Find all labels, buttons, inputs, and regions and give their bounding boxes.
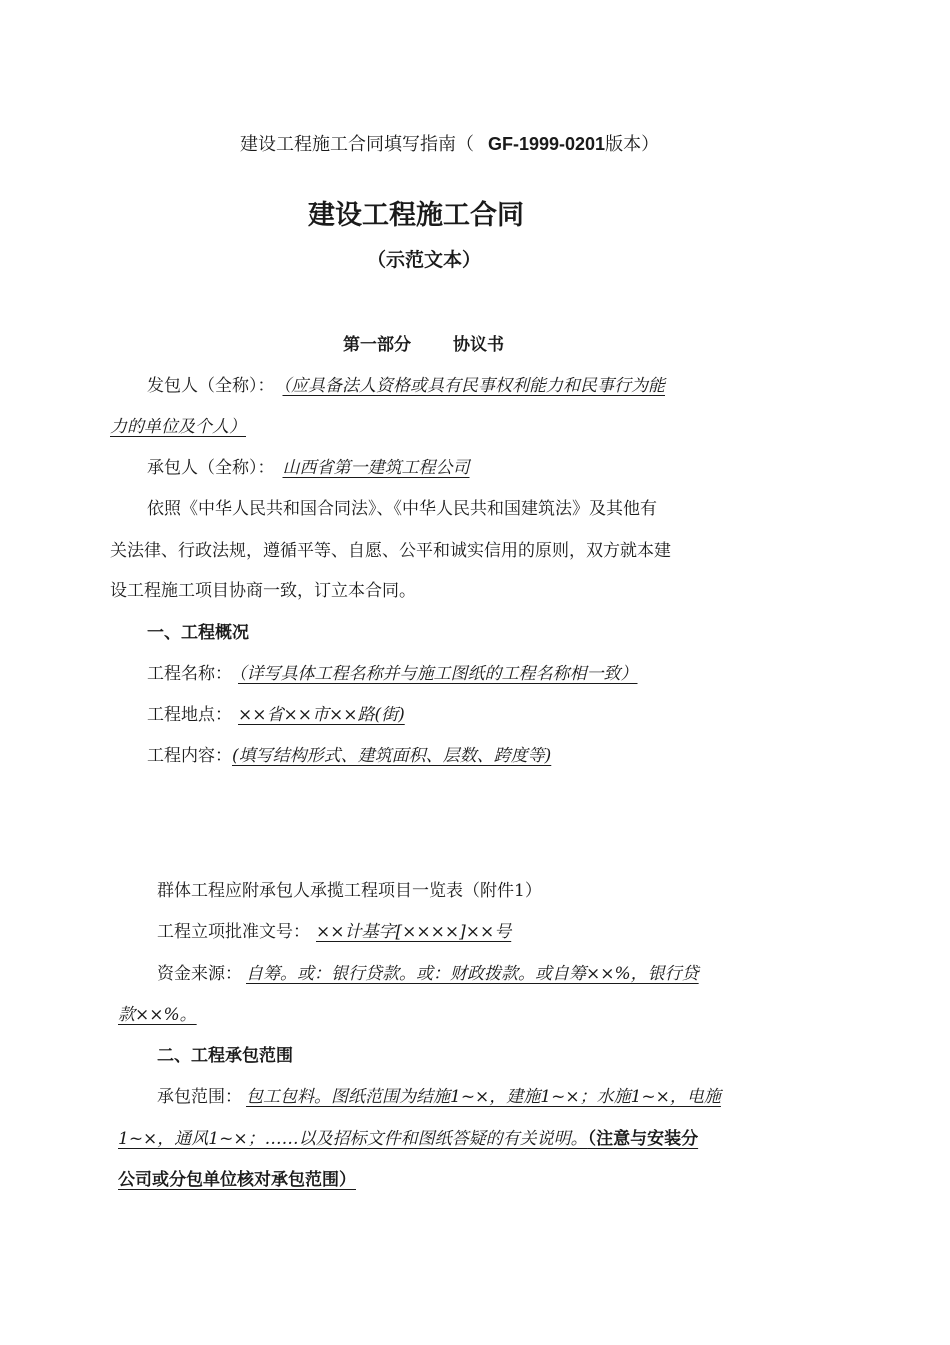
guide-title-text: 建设工程施工合同填写指南（ xyxy=(240,134,474,155)
part-name: 协议书 xyxy=(453,335,504,355)
contractor-label: 承包人（全称）： xyxy=(147,458,275,478)
section2-heading: 二、工程承包范围 xyxy=(157,1046,293,1066)
funding-value-line2: 款××%。 xyxy=(118,1005,197,1025)
scope-note-line2: （注意与安装分 xyxy=(587,1129,699,1149)
part-label: 第一部分 xyxy=(343,335,411,355)
scope-line-2 xyxy=(118,1128,698,1150)
section1-heading: 一、工程概况 xyxy=(147,623,249,643)
document-subtitle: （示范文本） xyxy=(367,249,482,271)
project-content-value: (填写结构形式、建筑面积、层数、跨度等) xyxy=(232,746,552,766)
basis-line-3: 设工程施工项目协商一致，订立本合同。 xyxy=(110,581,416,601)
employer-line-2 xyxy=(110,416,246,438)
project-location-label: 工程地点： xyxy=(147,705,232,725)
approval-line xyxy=(157,921,511,943)
scope-note-line3: 公司或分包单位核对承包范围） xyxy=(118,1170,356,1190)
project-location-line xyxy=(147,704,405,726)
guide-code: GF-1999-0201 xyxy=(488,134,606,154)
guide-suffix: 版本） xyxy=(605,134,660,155)
guide-title xyxy=(240,133,659,156)
scope-line-1 xyxy=(157,1086,721,1108)
contractor-line xyxy=(147,457,470,479)
funding-value-line1: 自筹。或：银行贷款。或：财政拨款。或自筹××%，银行贷 xyxy=(246,964,699,984)
project-location-value: ××省××市××路(街) xyxy=(238,705,405,725)
scope-line-3 xyxy=(118,1169,356,1191)
approval-label: 工程立项批准文号： xyxy=(157,922,310,942)
employer-line xyxy=(147,375,665,397)
project-name-line xyxy=(147,663,638,685)
project-content-line xyxy=(147,745,551,767)
funding-line-2 xyxy=(118,1004,197,1026)
employer-value-line1: （应具备法人资格或具有民事权利能力和民事行为能 xyxy=(282,376,665,396)
project-name-value: （详写具体工程名称并与施工图纸的工程名称相一致） xyxy=(238,664,638,684)
employer-value-line2: 力的单位及个人） xyxy=(110,417,246,437)
group-project-note: 群体工程应附承包人承揽工程项目一览表（附件1） xyxy=(157,881,542,901)
approval-value: ××计基字[××××]××号 xyxy=(316,922,512,942)
contractor-value: 山西省第一建筑工程公司 xyxy=(282,458,470,478)
basis-line-2: 关法律、行政法规，遵循平等、自愿、公平和诚实信用的原则，双方就本建 xyxy=(110,541,671,561)
employer-label: 发包人（全称）： xyxy=(147,376,275,396)
funding-label: 资金来源： xyxy=(157,964,242,984)
project-content-label: 工程内容： xyxy=(147,746,232,766)
project-name-label: 工程名称： xyxy=(147,664,232,684)
funding-line xyxy=(157,963,699,985)
part-heading xyxy=(343,334,504,356)
scope-value-line2: 1~×，通风1~×；……以及招标文件和图纸答疑的有关说明。 xyxy=(118,1129,588,1149)
document-title: 建设工程施工合同 xyxy=(308,200,524,231)
scope-value-line1: 包工包料。图纸范围为结施1~×，建施1~×；水施1~×，电施 xyxy=(246,1087,721,1107)
scope-label: 承包范围： xyxy=(157,1087,242,1107)
basis-line-1: 依照《中华人民共和国合同法》、《中华人民共和国建筑法》及其他有 xyxy=(147,499,657,519)
